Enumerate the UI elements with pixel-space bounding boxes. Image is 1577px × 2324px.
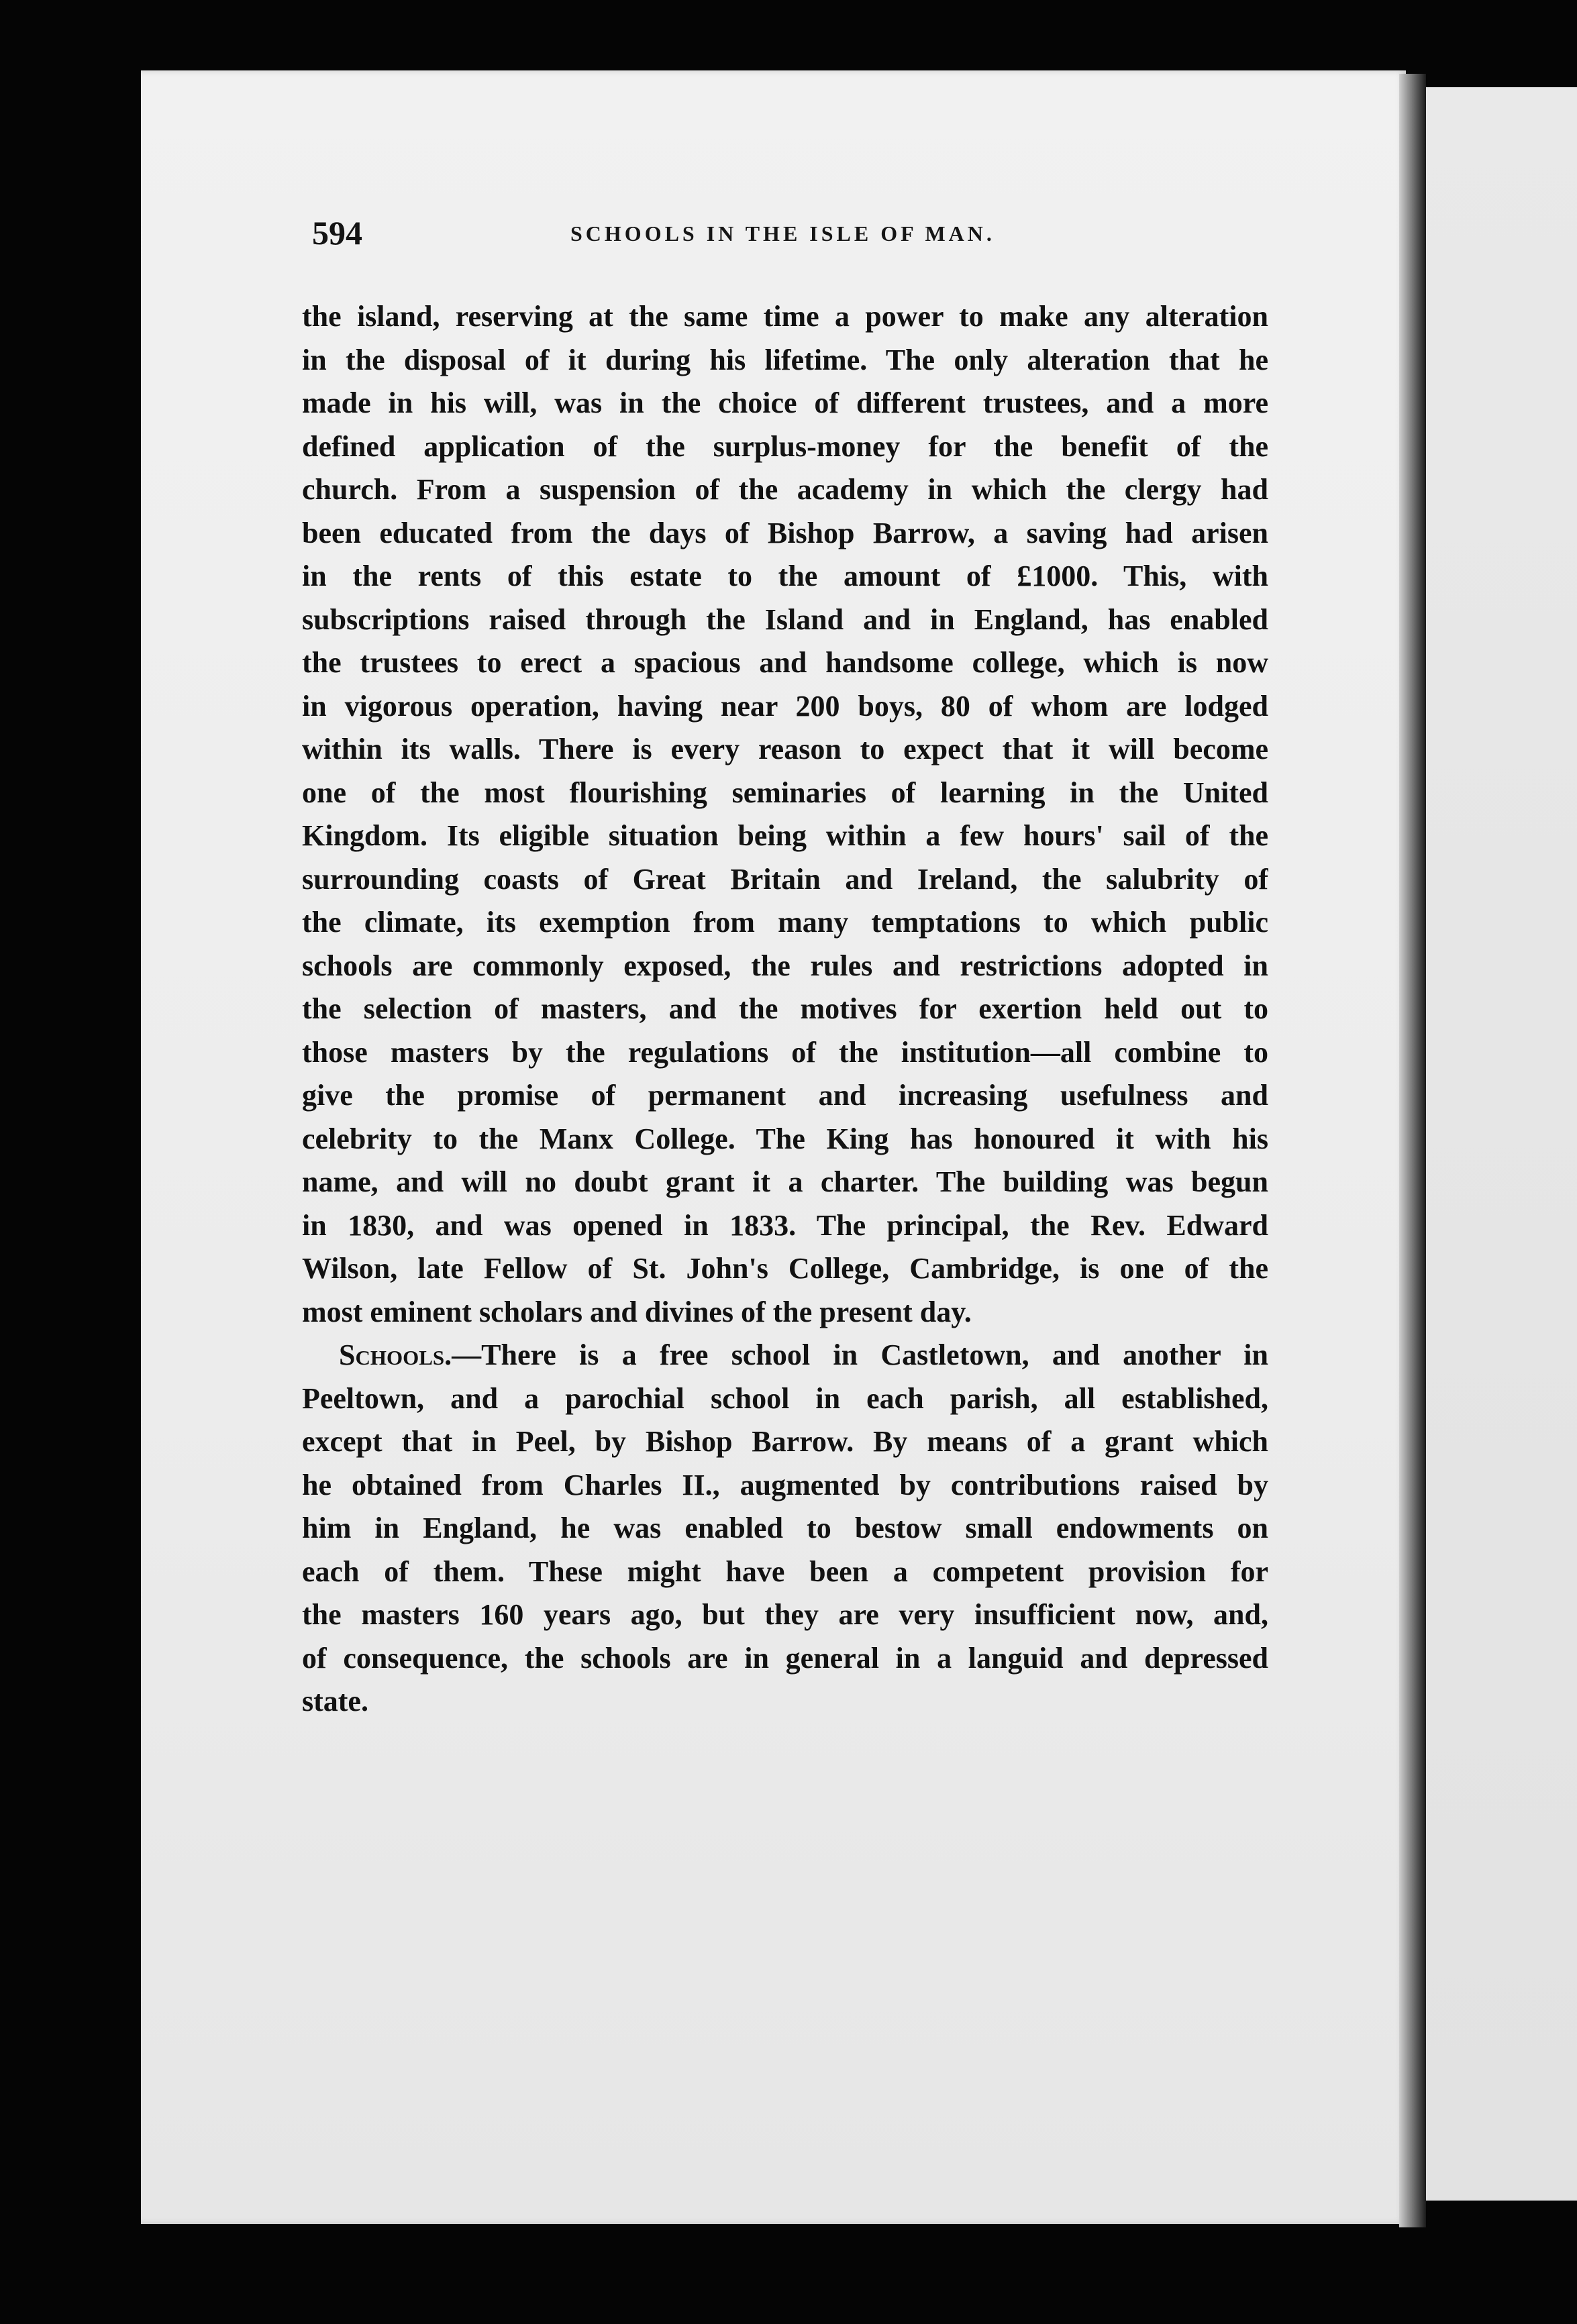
text-line: those masters by the regulations of the institution—all combine to [302, 1035, 1268, 1069]
running-title: SCHOOLS IN THE ISLE OF MAN. [570, 221, 995, 246]
text-line: made in his will, was in the choice of different trustees, and a more [302, 386, 1268, 419]
text-line: the island, reserving at the same time a power to make any alteration [302, 300, 1268, 333]
text-line: in the disposal of it during his lifetime. The only alteration that he [302, 343, 1268, 376]
text-line: in vigorous operation, having near 200 boys, 80 of whom are lodged [302, 689, 1268, 723]
text-line: church. From a suspension of the academy in which the clergy had [302, 473, 1268, 506]
page-number: 594 [312, 214, 362, 252]
text-line: the trustees to erect a spacious and handsome college, which is now [302, 646, 1268, 679]
text-line: Wilson, late Fellow of St. John's College, Cambridge, is one of the [302, 1252, 1268, 1285]
text-line: of consequence, the schools are in general in a languid and depressed [302, 1641, 1268, 1675]
text-line: in 1830, and was opened in 1833. The principal, the Rev. Edward [302, 1208, 1268, 1242]
text-line: Peeltown, and a parochial school in each parish, all established, [302, 1381, 1268, 1415]
text-line: been educated from the days of Bishop Barrow, a saving had arisen [302, 516, 1268, 549]
text-line: one of the most flourishing seminaries of learning in the United [302, 776, 1268, 809]
text-line: surrounding coasts of Great Britain and Ireland, the salubrity of [302, 862, 1268, 896]
text-line-fragment: —There is a free school in Castletown, and another in [452, 1338, 1268, 1371]
schools-paragraph-first-line [302, 1334, 1268, 1377]
text-line: him in England, he was enabled to bestow small endowments on [302, 1512, 1268, 1544]
text-line: give the promise of permanent and increasing usefulness and [302, 1079, 1268, 1112]
schools-heading: Schools. [339, 1338, 452, 1371]
facing-page-edge [1426, 87, 1577, 2201]
text-line: in the rents of this estate to the amount of £1000. This, with [302, 560, 1268, 592]
text-line: the masters 160 years ago, but they are very insufficient now, and, [302, 1598, 1268, 1631]
text-line: schools are commonly exposed, the rules and restrictions adopted in [302, 949, 1268, 982]
page-gutter-shadow [1399, 74, 1426, 2227]
text-line: Kingdom. Its eligible situation being within a few hours' sail of the [302, 819, 1268, 852]
text-line: name, and will no doubt grant it a charter. The building was begun [302, 1165, 1268, 1198]
text-line: within its walls. There is every reason to expect that it will become [302, 733, 1268, 765]
text-line: subscriptions raised through the Island and in England, has enabled [302, 602, 1268, 636]
text-line: celebrity to the Manx College. The King has honoured it with his [302, 1122, 1268, 1155]
text-line: defined application of the surplus-money for the benefit of the [302, 429, 1268, 463]
text-line: the selection of masters, and the motives for exertion held out to [302, 992, 1268, 1025]
text-line: he obtained from Charles II., augmented by contributions raised by [302, 1468, 1268, 1501]
text-line: each of them. These might have been a competent provision for [302, 1554, 1268, 1588]
text-line: most eminent scholars and divines of the present day. [302, 1295, 972, 1328]
running-head [312, 213, 1265, 254]
text-line: except that in Peel, by Bishop Barrow. By means of a grant which [302, 1425, 1268, 1458]
text-line: the climate, its exemption from many temptations to which public [302, 906, 1268, 939]
body-text [302, 295, 1268, 1718]
text-line: state. [302, 1685, 368, 1718]
